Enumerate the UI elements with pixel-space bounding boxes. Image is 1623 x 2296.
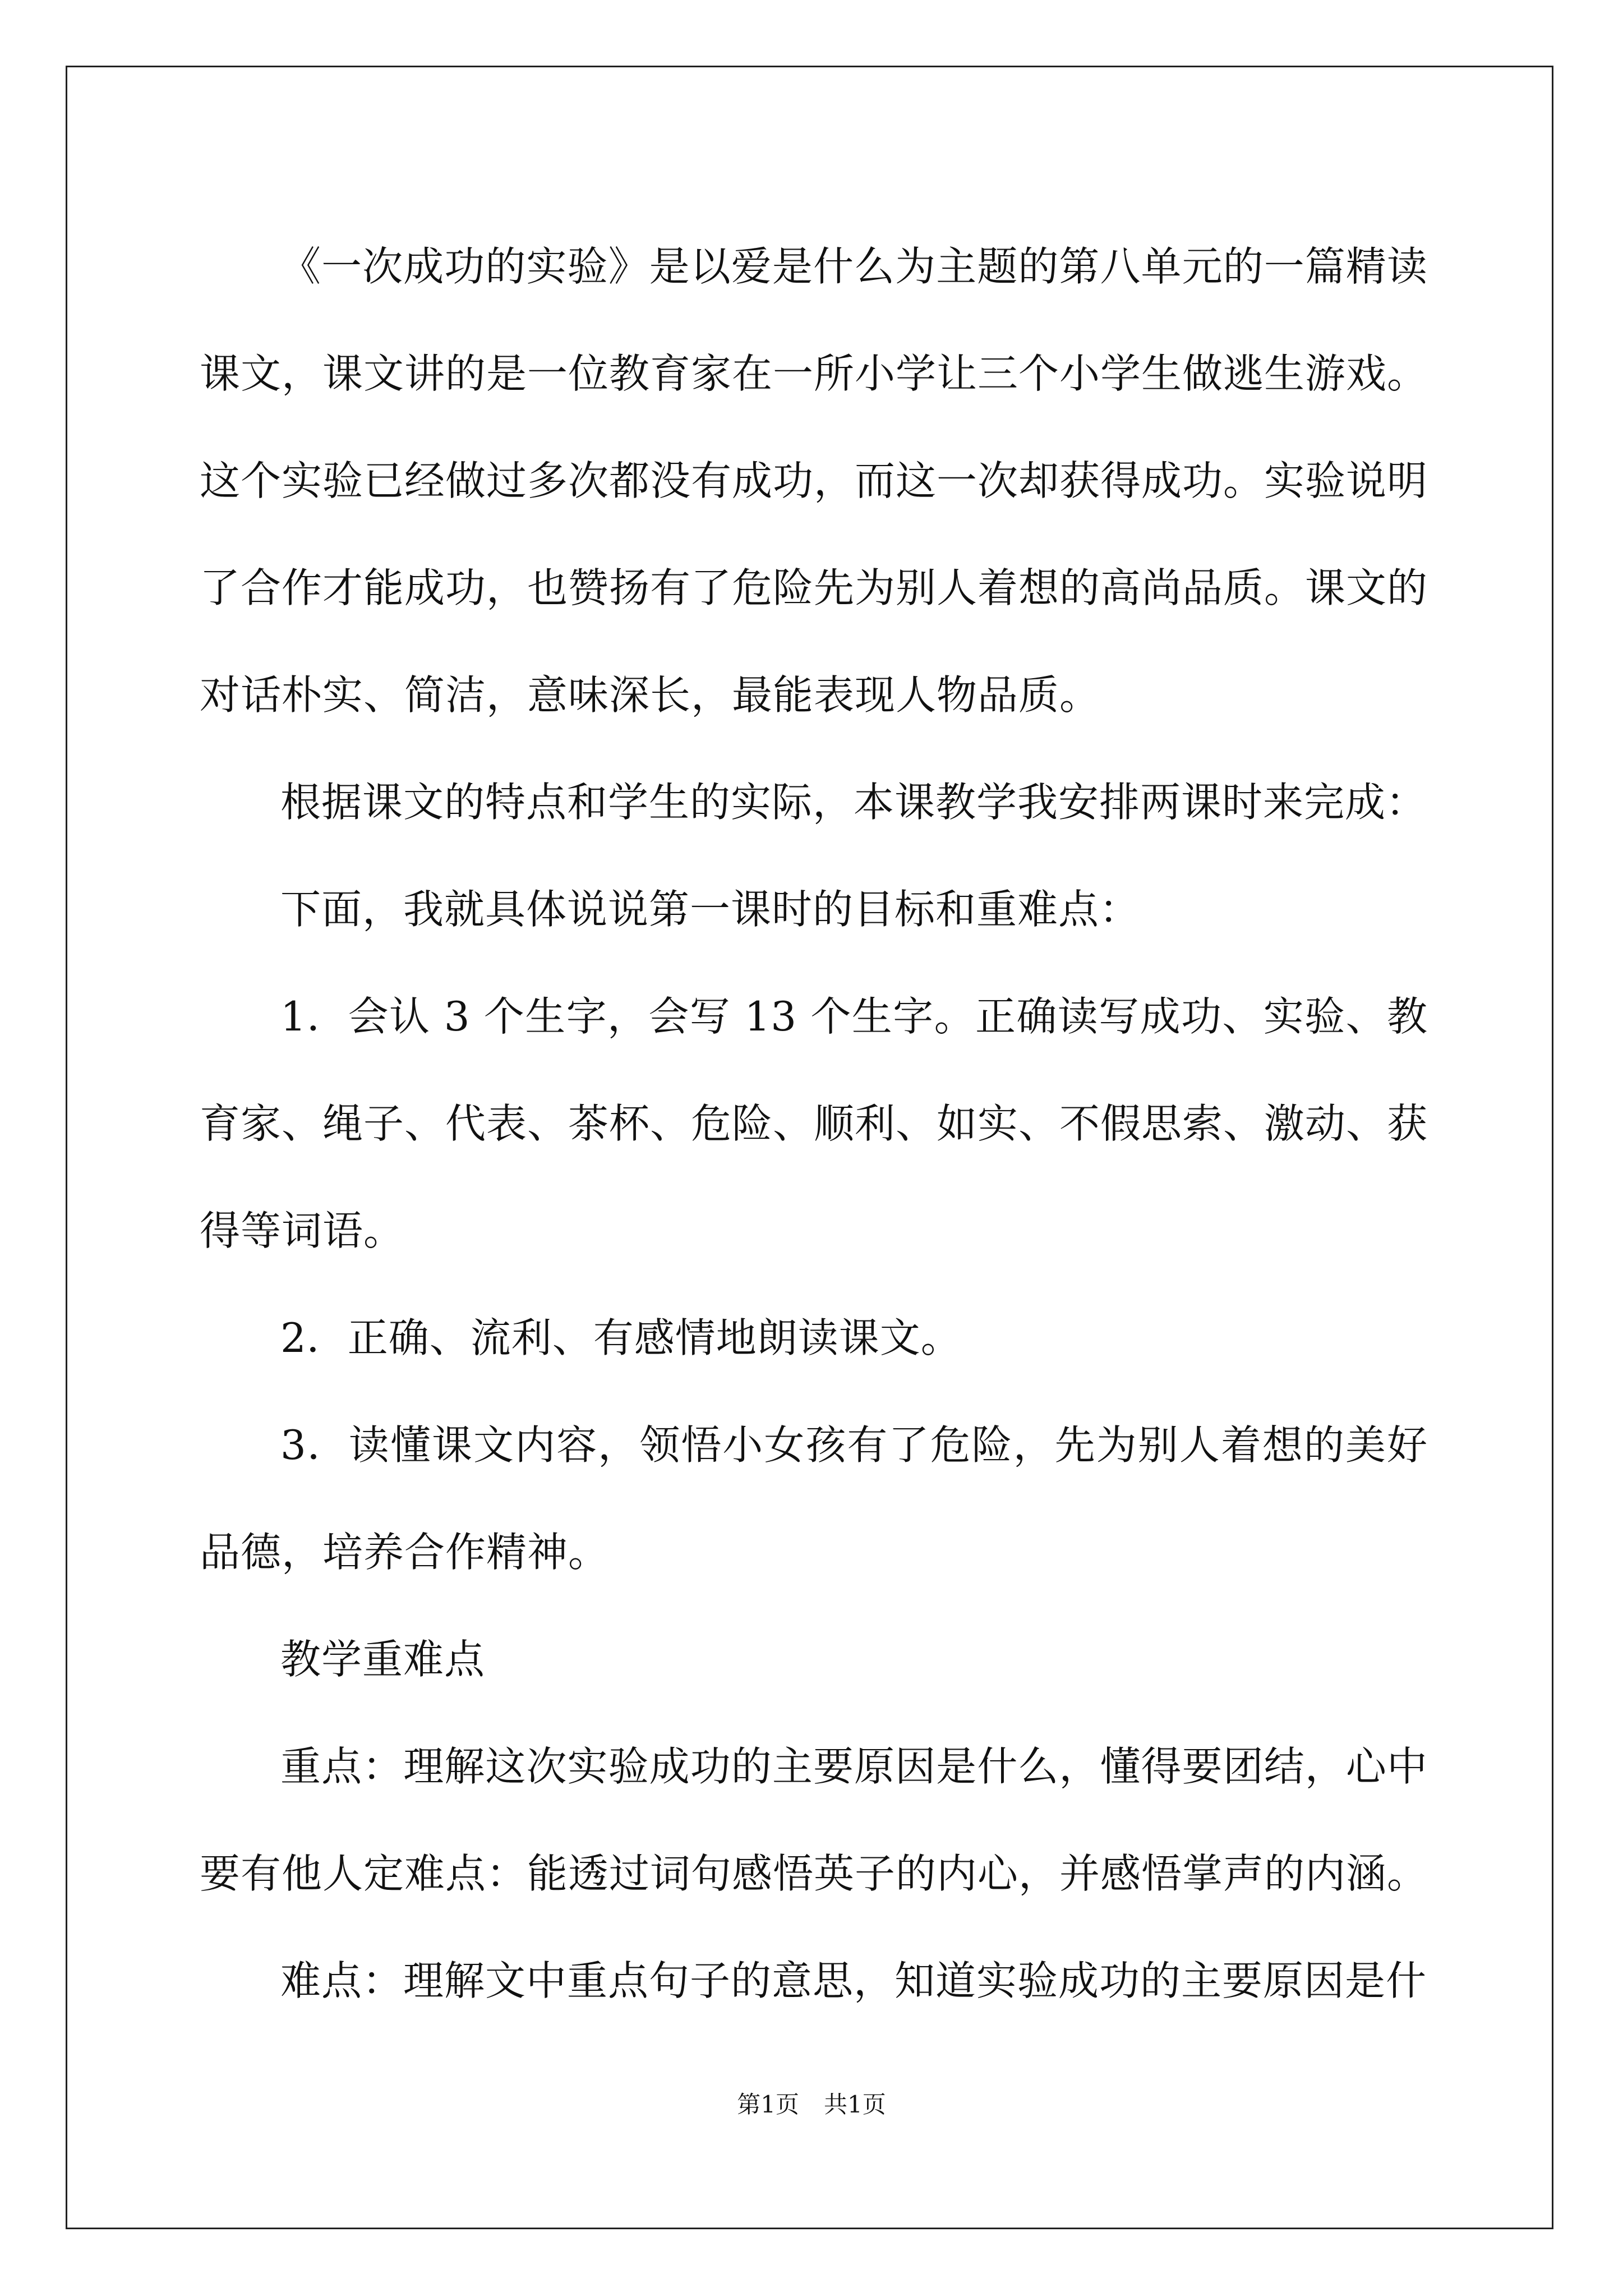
paragraph-key-point: 重点：理解这次实验成功的主要原因是什么，懂得要团结，心中要有他人定难点：能透过词句感悟英子的内心，并感悟掌声的内涵。 — [200, 1743, 1428, 1897]
paragraph-goal-3: 3．读懂课文内容，领悟小女孩有了危险，先为别人着想的美好品德，培养合作精神。 — [200, 1421, 1428, 1576]
paragraph-difficulty: 难点：理解文中重点句子的意思，知道实验成功的主要原因是什 — [280, 1957, 1427, 2004]
paragraph-plan: 根据课文的特点和学生的实际，本课教学我安排两课时来完成： — [280, 779, 1427, 826]
page-footer — [0, 2088, 1623, 2122]
paragraph-goal-1: 1．会认 3 个生字，会写 13 个生字。正确读写成功、实验、教育家、绳子、代表、茶杯、危险、顺利、如实、不假思索、激动、获得等词语。 — [200, 993, 1428, 1254]
page-number: 第1页 — [737, 2091, 799, 2118]
paragraph-intro: 《一次成功的实验》是以爱是什么为主题的第八单元的一篇精读课文，课文讲的是一位教育家在一所小学让三个小学生做逃生游戏。这个实验已经做过多次都没有成功，而这一次却获得成功。实验说明了合作才能成功，也赞扬有了危险先为别人着想的高尚品质。课文的对话朴实、简洁，意味深长，最能表现人物品质。 — [200, 243, 1428, 719]
paragraph-goal-2: 2．正确、流利、有感情地朗读课文。 — [280, 1314, 962, 1361]
document-body — [200, 213, 1428, 2035]
paragraph-transition: 下面，我就具体说说第一课时的目标和重难点： — [280, 886, 1141, 933]
page-total: 共1页 — [824, 2091, 886, 2118]
section-heading-key-points: 教学重难点 — [280, 1636, 486, 1683]
